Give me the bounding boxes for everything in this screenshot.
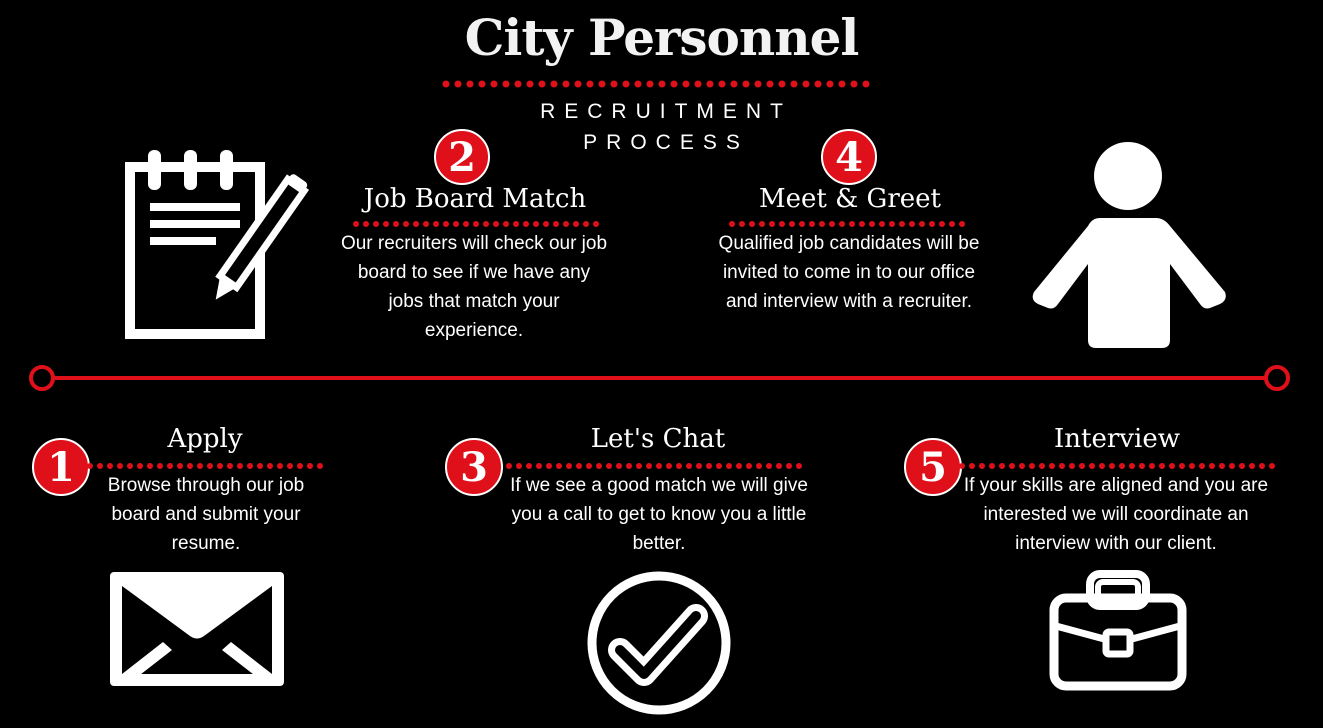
subtitle-line-2: PROCESS (583, 131, 749, 154)
step-4-description: Qualified job candidates will be invited to come in to our office and interview with a recruiter. (718, 233, 980, 312)
step-2-dotted-divider (352, 220, 602, 228)
step-3-dotted-divider (505, 462, 813, 470)
timeline (0, 362, 1323, 394)
step-3-badge (444, 437, 504, 497)
step-2-title: Job Board Match (363, 184, 587, 214)
step-1-dotted-divider (86, 462, 331, 470)
envelope-icon (108, 570, 286, 688)
person-icon (1030, 140, 1230, 350)
step-5-dotted-divider (958, 462, 1284, 470)
step-5-title: Interview (1054, 424, 1180, 454)
title-dotted-divider (442, 80, 872, 88)
checkmark-circle-icon (584, 570, 734, 720)
step-1-title: Apply (167, 424, 243, 454)
step-4-dotted-divider (728, 220, 973, 228)
step-5-description: If your skills are aligned and you are interested we will coordinate an interview with our client. (963, 475, 1269, 554)
step-2-badge (433, 128, 491, 186)
step-2-description: Our recruiters will check our job board to see if we have any jobs that match your experience. (340, 233, 608, 341)
step-4-title: Meet & Greet (759, 184, 941, 214)
step-1-description: Browse through our job board and submit your resume. (107, 475, 305, 554)
step-4-number: 4 (835, 134, 863, 181)
step-4-badge (820, 128, 878, 186)
step-5-badge (903, 437, 963, 497)
step-2-number: 2 (448, 134, 476, 181)
step-3-title: Let's Chat (590, 424, 726, 454)
step-5-number: 5 (919, 444, 947, 491)
step-3-description: If we see a good match we will give you a call to get to know you a little better. (510, 475, 808, 554)
step-3-number: 3 (460, 444, 488, 491)
briefcase-icon (1046, 568, 1190, 692)
step-1-badge (31, 437, 91, 497)
step-1-number: 1 (47, 444, 75, 491)
notepad-pencil-icon (118, 145, 313, 345)
page-title: City Personnel (464, 8, 859, 67)
subtitle-line-1: RECRUITMENT (540, 100, 792, 123)
